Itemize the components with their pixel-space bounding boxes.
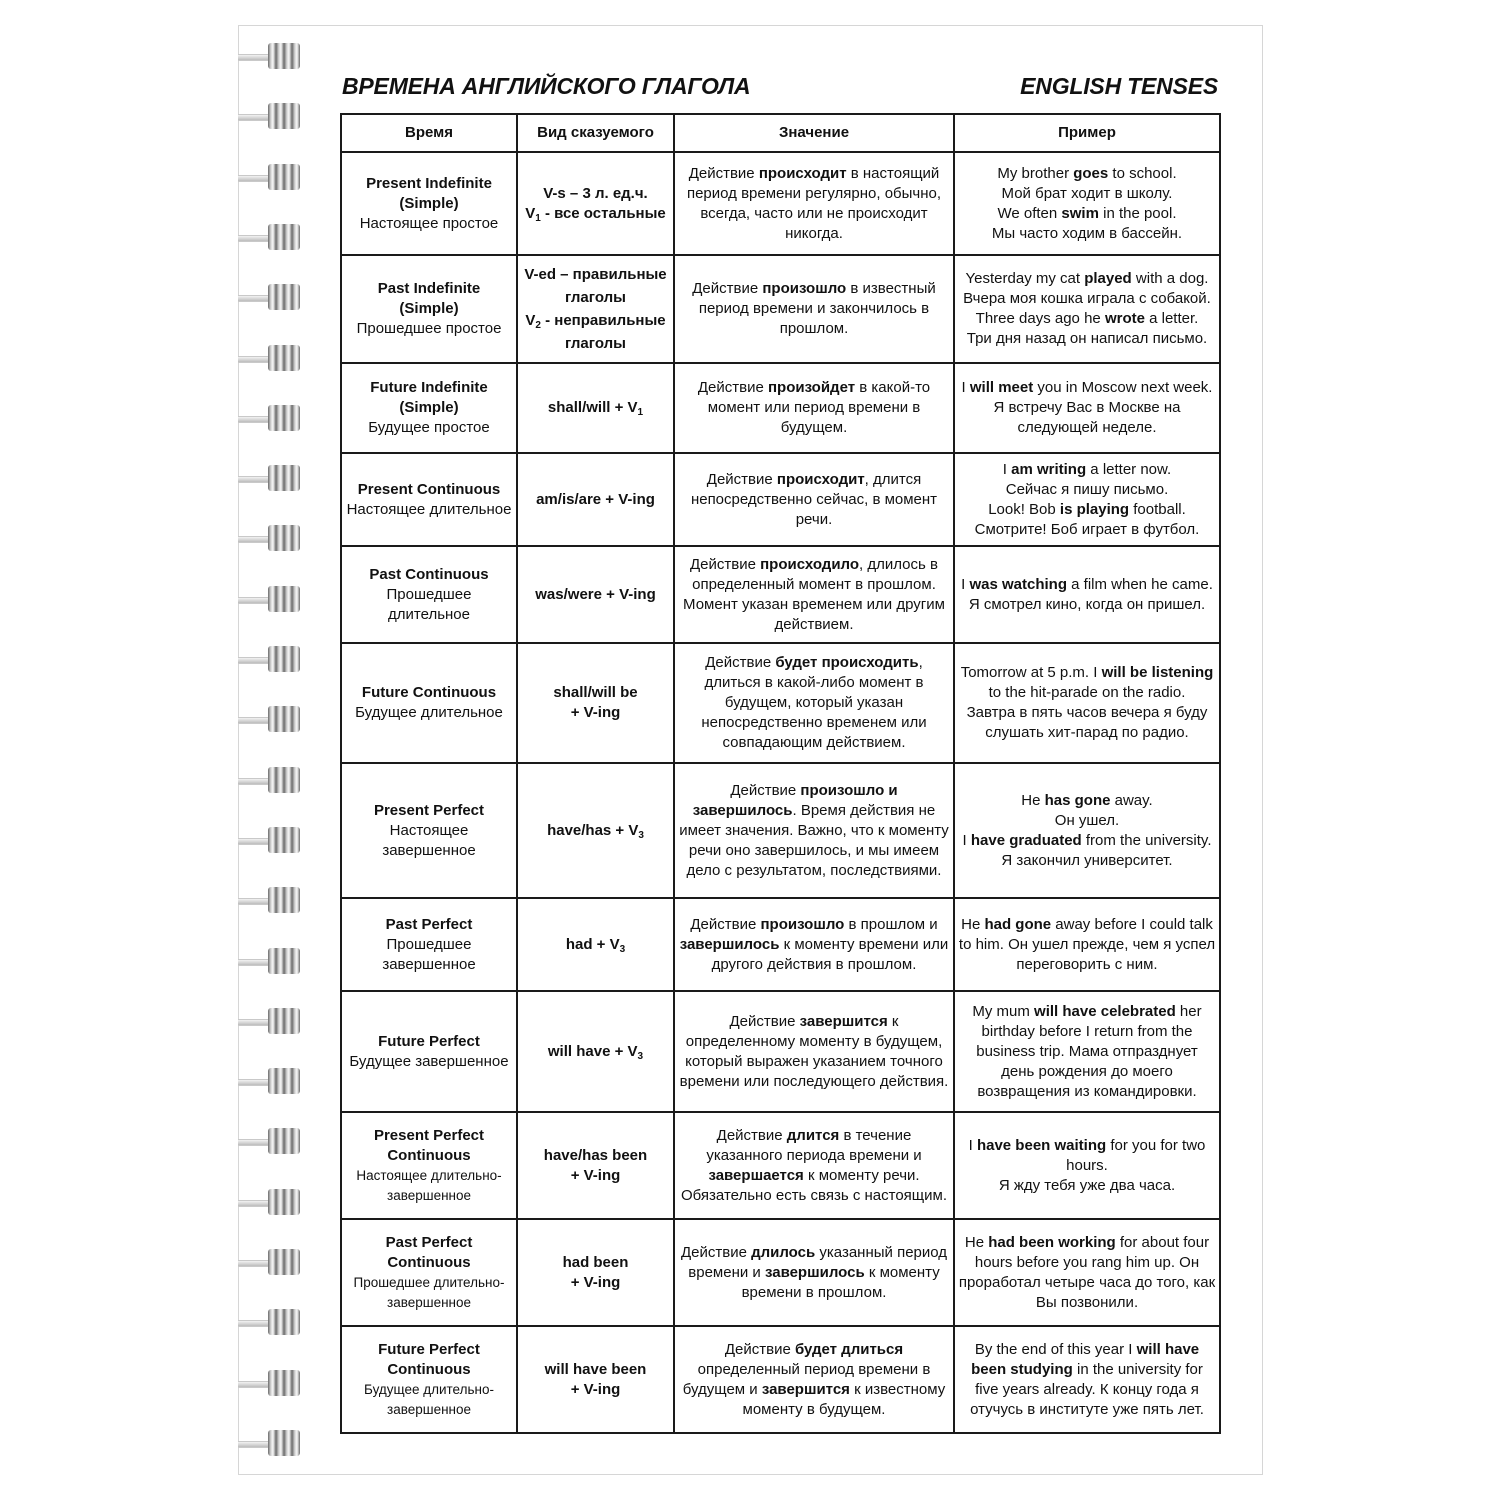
predicate-form-line: + V-ing bbox=[570, 1380, 621, 1398]
example-cell: I will meet you in Moscow next week. Я встречу Вас в Москве на следующей неделе. bbox=[954, 363, 1220, 453]
table-row bbox=[341, 1112, 1220, 1219]
predicate-form-line: shall/will be bbox=[553, 684, 638, 701]
tense-cell bbox=[341, 898, 517, 991]
spiral-ring bbox=[238, 1370, 302, 1396]
example-cell: Yesterday my cat played with a dog. Вчера моя кошка играла с собакой. Three days ago he wrote a letter. Три дня назад он написал письмо. bbox=[954, 255, 1220, 363]
tense-name-ru: Будущее длительно-завершенное bbox=[364, 1381, 494, 1417]
predicate-form-cell bbox=[517, 152, 674, 255]
spiral-ring bbox=[238, 586, 302, 612]
column-header-form: Вид сказуемого bbox=[517, 114, 674, 152]
tense-cell bbox=[341, 363, 517, 453]
predicate-form-cell bbox=[517, 643, 674, 763]
tense-name-ru: Прошедшее простое bbox=[356, 320, 502, 337]
tense-name-en: Future Continuous bbox=[361, 684, 497, 701]
tense-name-en: Past Perfect bbox=[385, 1233, 473, 1251]
meaning-cell: Действие произошло и завершилось. Время действия не имеет значения. Важно, что к моменту речи оно завершилось, и мы имеем дело с результатом, последствиями. bbox=[674, 763, 954, 898]
tense-name-en-suffix: (Simple) bbox=[399, 399, 459, 416]
spiral-ring bbox=[238, 646, 302, 672]
tense-name-ru: Будущее длительное bbox=[355, 704, 503, 721]
predicate-form-line: + V-ing bbox=[570, 704, 621, 721]
predicate-form-line: shall/will + $V_1$ bbox=[547, 399, 644, 418]
tense-name-ru: Настоящее завершенное bbox=[382, 821, 476, 859]
example-cell: Tomorrow at 5 p.m. I will be listening to the hit-parade on the radio. Завтра в пять часов вечера я буду слушать хит-парад по радио. bbox=[954, 643, 1220, 763]
predicate-form-line: + V-ing bbox=[570, 1166, 621, 1184]
tense-name-en: Past Indefinite bbox=[377, 280, 481, 297]
column-header-tense: Время bbox=[341, 114, 517, 152]
example-cell: He had gone away before I could talk to him. Он ушел прежде, чем я успел переговорить с ним. bbox=[954, 898, 1220, 991]
predicate-form-cell bbox=[517, 898, 674, 991]
table-row bbox=[341, 1219, 1220, 1326]
spiral-ring bbox=[238, 948, 302, 974]
meaning-cell: Действие длилось указанный период времени и завершилось к моменту времени в прошлом. bbox=[674, 1219, 954, 1326]
spiral-ring bbox=[238, 767, 302, 793]
predicate-form-cell bbox=[517, 453, 674, 546]
spiral-ring bbox=[238, 284, 302, 310]
meaning-cell: Действие происходило, длилось в определенный момент в прошлом. Момент указан временем или другим действием. bbox=[674, 546, 954, 643]
tense-name-en: Present Perfect bbox=[373, 1126, 485, 1144]
tense-name-en-suffix: Continuous bbox=[387, 1146, 471, 1164]
meaning-cell: Действие произошло в прошлом и завершилось к моменту времени или другого действия в прошлом. bbox=[674, 898, 954, 991]
spiral-ring bbox=[238, 164, 302, 190]
tense-cell bbox=[341, 453, 517, 546]
predicate-form-cell bbox=[517, 546, 674, 643]
tense-name-ru: Прошедшее завершенное bbox=[382, 935, 476, 973]
tense-name-en: Future Perfect bbox=[378, 1032, 480, 1050]
tense-cell bbox=[341, 1112, 517, 1219]
table-row bbox=[341, 255, 1220, 363]
tense-name-en: Future Perfect bbox=[378, 1340, 480, 1358]
predicate-form-cell bbox=[517, 763, 674, 898]
meaning-cell: Действие длится в течение указанного периода времени и завершается к моменту речи. Обязательно есть связь с настоящим. bbox=[674, 1112, 954, 1219]
spiral-ring bbox=[238, 1008, 302, 1034]
tense-name-ru: Прошедшее длительное bbox=[386, 585, 472, 623]
table-header-row bbox=[341, 114, 1220, 152]
tense-name-ru: Прошедшее длительно-завершенное bbox=[353, 1274, 505, 1310]
spiral-ring bbox=[238, 43, 302, 69]
table-row bbox=[341, 763, 1220, 898]
spiral-ring bbox=[238, 224, 302, 250]
spiral-ring bbox=[238, 405, 302, 431]
meaning-cell: Действие произошло в известный период времени и закончилось в прошлом. bbox=[674, 255, 954, 363]
tense-name-en: Past Continuous bbox=[369, 565, 489, 583]
predicate-form-line: + V-ing bbox=[570, 1273, 621, 1291]
meaning-cell: Действие завершится к определенному моменту в будущем, который выражен указанием точного времени или последующего действия. bbox=[674, 991, 954, 1112]
tense-name-ru: Настоящее длительное bbox=[346, 500, 512, 518]
tense-cell bbox=[341, 991, 517, 1112]
predicate-form-line: have/has + $V_3$ bbox=[547, 821, 644, 841]
tense-name-ru: Будущее завершенное bbox=[349, 1052, 509, 1070]
table-row bbox=[341, 1326, 1220, 1433]
spiral-ring bbox=[238, 827, 302, 853]
tenses-table bbox=[340, 113, 1221, 1434]
meaning-cell: Действие происходит, длится непосредственно сейчас, в момент речи. bbox=[674, 453, 954, 546]
predicate-form-line: V-s – 3 л. ед.ч. bbox=[543, 184, 648, 202]
tense-name-en: Present Indefinite bbox=[366, 174, 492, 192]
predicate-form-line: $V_1$ - все остальные bbox=[525, 204, 666, 224]
tense-name-en-suffix: (Simple) bbox=[399, 300, 459, 317]
example-cell: I was watching a film when he came. Я смотрел кино, когда он пришел. bbox=[954, 546, 1220, 643]
tense-name-en: Future Indefinite bbox=[370, 379, 488, 396]
tense-cell bbox=[341, 1326, 517, 1433]
spiral-binding bbox=[238, 40, 308, 1480]
spiral-ring bbox=[238, 706, 302, 732]
spiral-ring bbox=[238, 345, 302, 371]
tense-name-ru: Настоящее простое bbox=[359, 214, 499, 232]
column-header-example: Пример bbox=[954, 114, 1220, 152]
spiral-ring bbox=[238, 1068, 302, 1094]
tense-cell bbox=[341, 255, 517, 363]
table-row bbox=[341, 453, 1220, 546]
predicate-form-cell bbox=[517, 1112, 674, 1219]
spiral-ring bbox=[238, 525, 302, 551]
tense-name-en: Past Perfect bbox=[385, 915, 473, 933]
meaning-cell: Действие будет длиться определенный период времени в будущем и завершится к известному моменту в будущем. bbox=[674, 1326, 954, 1433]
predicate-form-cell bbox=[517, 255, 674, 363]
table-row bbox=[341, 152, 1220, 255]
spiral-ring bbox=[238, 1249, 302, 1275]
predicate-form-cell bbox=[517, 1326, 674, 1433]
predicate-form-line: am/is/are + V-ing bbox=[536, 490, 655, 508]
table-row bbox=[341, 546, 1220, 643]
spiral-ring bbox=[238, 465, 302, 491]
tense-cell bbox=[341, 1219, 517, 1326]
spiral-ring bbox=[238, 887, 302, 913]
spiral-ring bbox=[238, 1128, 302, 1154]
column-header-meaning: Значение bbox=[674, 114, 954, 152]
table-row bbox=[341, 991, 1220, 1112]
predicate-form-line: had been bbox=[562, 1253, 629, 1271]
tense-cell bbox=[341, 763, 517, 898]
title-english: ENGLISH TENSES bbox=[1020, 73, 1218, 99]
tense-cell bbox=[341, 643, 517, 763]
title-russian: ВРЕМЕНА АНГЛИЙСКОГО ГЛАГОЛА bbox=[342, 73, 751, 99]
example-cell: My mum will have celebrated her birthday before I return from the business trip. Мама отпразднует день рождения до моего возвращения из командировки. bbox=[954, 991, 1220, 1112]
tense-name-en: Present Perfect bbox=[373, 801, 485, 819]
tense-cell bbox=[341, 546, 517, 643]
spiral-ring bbox=[238, 1309, 302, 1335]
tense-name-ru: Будущее простое bbox=[368, 419, 490, 436]
example-cell: He has gone away. Он ушел. I have graduated from the university. Я закончил университет. bbox=[954, 763, 1220, 898]
table-row bbox=[341, 363, 1220, 453]
table-row bbox=[341, 898, 1220, 991]
predicate-form-line: will have been bbox=[544, 1360, 647, 1378]
predicate-form-line: V-ed – правильные глаголы bbox=[524, 266, 667, 306]
example-cell: I have been waiting for you for two hours. Я жду тебя уже два часа. bbox=[954, 1112, 1220, 1219]
predicate-form-cell bbox=[517, 363, 674, 453]
table-row bbox=[341, 643, 1220, 763]
tense-name-ru: Настоящее длительно-завершенное bbox=[356, 1167, 502, 1203]
tense-name-en: Present Continuous bbox=[357, 480, 501, 498]
predicate-form-line: was/were + V-ing bbox=[535, 585, 656, 603]
predicate-form-line: had + $V_3$ bbox=[565, 935, 626, 955]
tense-name-en-suffix: Continuous bbox=[387, 1360, 471, 1378]
example-cell: My brother goes to school. Мой брат ходит в школу. We often swim in the pool. Мы часто ходим в бассейн. bbox=[954, 152, 1220, 255]
spiral-ring bbox=[238, 103, 302, 129]
example-cell: I am writing a letter now. Сейчас я пишу письмо. Look! Bob is playing football. Смотрите! Боб играет в футбол. bbox=[954, 453, 1220, 546]
meaning-cell: Действие произойдет в какой-то момент или период времени в будущем. bbox=[674, 363, 954, 453]
predicate-form-line: $V_2$ - неправильные глаголы bbox=[525, 312, 666, 352]
example-cell: He had been working for about four hours before you rang him up. Он проработал четыре часа до того, как Вы позвонили. bbox=[954, 1219, 1220, 1326]
spiral-ring bbox=[238, 1189, 302, 1215]
example-cell: By the end of this year I will have been studying in the university for five years already. К концу года я отучусь в институте уже пять лет. bbox=[954, 1326, 1220, 1433]
tense-name-en-suffix: (Simple) bbox=[399, 194, 459, 212]
predicate-form-line: have/has been bbox=[543, 1146, 648, 1164]
meaning-cell: Действие происходит в настоящий период времени регулярно, обычно, всегда, часто или не происходит никогда. bbox=[674, 152, 954, 255]
meaning-cell: Действие будет происходить, длиться в какой-либо момент в будущем, который указан непосредственно временем или совпадающим действием. bbox=[674, 643, 954, 763]
predicate-form-cell bbox=[517, 1219, 674, 1326]
predicate-form-line: will have + $V_3$ bbox=[547, 1042, 644, 1062]
predicate-form-cell bbox=[517, 991, 674, 1112]
spiral-ring bbox=[238, 1430, 302, 1456]
tense-name-en-suffix: Continuous bbox=[387, 1253, 471, 1271]
tense-cell bbox=[341, 152, 517, 255]
